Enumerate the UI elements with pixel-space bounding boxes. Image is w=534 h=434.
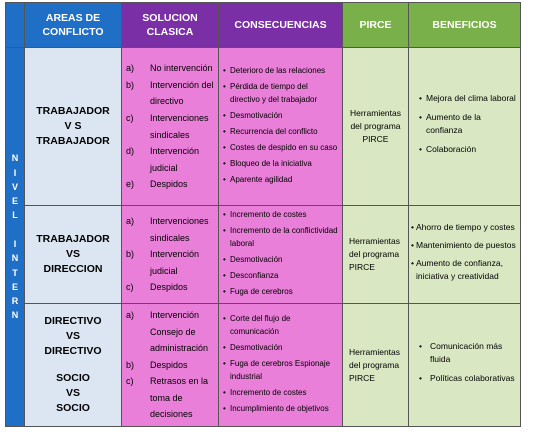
list-item: • Mantenimiento de puestos [411,240,516,250]
bullet-icon: • [223,287,226,296]
header-beneficios: BENEFICIOS [409,3,521,48]
list-item: • Incumplimiento de objetivos [223,404,329,413]
bullet-icon: • [223,127,226,136]
area-cell: TRABAJADOR VS DIRECCION [25,206,122,304]
list-item: b) Despidos [126,359,188,370]
bullet-icon: • [223,66,226,75]
solucion-cell [122,48,219,206]
bullet-icon: • [223,314,226,323]
list-item: • Incremento de costes [223,388,307,397]
header-row [6,3,521,48]
consecuencias-cell [219,206,343,304]
list-item: • Recurrencia del conflicto [223,127,318,136]
list-item: c) Despidos [126,282,188,293]
list-item: • Fuga de cerebros [223,287,293,296]
bullet-icon: • [223,143,226,152]
consecuencias-cell [219,304,343,427]
list-item: • Incremento de la conflictividad laboral [223,226,338,248]
solucion-cell [122,206,219,304]
list-item: • Mejora del clima laboral [419,92,516,103]
list-item: • Deterioro de las relaciones [223,66,326,75]
pirce-cell: Herramientas del programa PIRCE [343,48,409,206]
bullet-icon: • [419,340,422,351]
table-row [6,48,521,206]
list-item: • Desmotivación [223,255,283,264]
bullet-icon: • [223,82,226,91]
bullet-icon: • [223,210,226,219]
beneficios-cell [409,206,521,304]
bullet-icon: • [223,255,226,264]
list-item: • Aparente agilidad [223,175,293,184]
list-item: • Ahorro de tiempo y costes [411,222,515,232]
bullet-icon: • [223,404,226,413]
pirce-cell: Herramientas del programa PIRCE [343,304,409,427]
list-item: c) Retrasos en la toma de decisiones [126,376,209,420]
consecuencias-cell [219,48,343,206]
header-areas: AREAS DE CONFLICTO [25,3,122,48]
list-item: • Desmotivación [223,111,283,120]
list-item: • Aumento de la confianza [419,111,481,135]
pirce-cell: Herramientas del programa PIRCE [343,206,409,304]
header-corner [6,3,25,48]
list-item: • Pérdida de tiempo del directivo y del trabajador [223,82,318,104]
list-item: • Corte del flujo de comunicación [223,314,291,336]
bullet-icon: • [419,111,422,122]
bullet-icon: • [223,271,226,280]
list-item: • Bloqueo de la iniciativa [223,159,312,168]
bullet-icon: • [223,359,226,368]
list-item: • Políticas colaborativas [419,372,515,383]
list-item: • Comunicación más fluida [419,340,503,364]
bullet-icon: • [223,388,226,397]
conflict-table [5,2,521,427]
header-consecuencias: CONSECUENCIAS [219,3,343,48]
bullet-icon: • [223,111,226,120]
list-item: • Aumento de confianza, iniciativa y creatividad [411,258,503,281]
list-item: a) Intervenciones sindicales [126,216,209,243]
list-item: e) Despidos [126,179,188,190]
bullet-icon: • [411,240,414,250]
list-item: a) No intervención [126,63,213,74]
beneficios-cell [409,48,521,206]
list-item: b) Intervención judicial [126,249,200,276]
list-item: a) Intervención Consejo de administración [126,309,209,354]
table-row [6,206,521,304]
bullet-icon: • [419,143,422,154]
list-item: c) Intervenciones sindicales [126,112,209,140]
bullet-icon: • [223,175,226,184]
solucion-cell [122,304,219,427]
bullet-icon: • [419,92,422,103]
header-pirce: PIRCE [343,3,409,48]
area-cell: TRABAJADOR V S TRABAJADOR [25,48,122,206]
header-solucion: SOLUCION CLASICA [122,3,219,48]
bullet-icon: • [223,343,226,352]
bullet-icon: • [411,222,414,232]
list-item: • Incremento de costes [223,210,307,219]
side-label-nivel-interno: N I V E L I N T E R N [6,48,25,427]
list-item: • Costes de despido en su caso [223,143,338,152]
list-item: d) Intervención judicial [126,146,200,173]
list-item: • Desmotivación [223,343,283,352]
beneficios-cell [409,304,521,427]
table-row [6,304,521,427]
bullet-icon: • [223,226,226,235]
area-cell: DIRECTIVO VS DIRECTIVO SOCIO VS SOCIO [25,304,122,427]
bullet-icon: • [411,258,414,268]
bullet-icon: • [223,159,226,168]
list-item: • Colaboración [419,143,477,154]
list-item: • Fuga de cerebros Espionaje industrial [223,359,331,381]
list-item: b) Intervención del directivo [126,79,214,107]
bullet-icon: • [419,372,422,383]
list-item: • Desconfianza [223,271,279,280]
